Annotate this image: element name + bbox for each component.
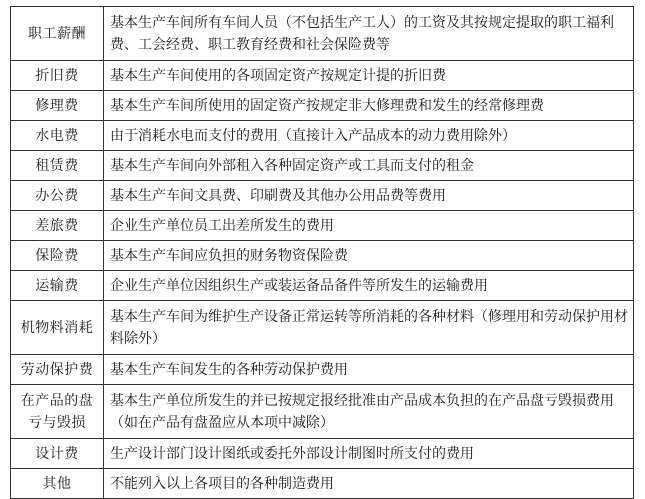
table-row: [11, 61, 634, 91]
item-description: 基本生产车间使用的各项固定资产按规定计提的折旧费: [104, 61, 634, 91]
table-row: [11, 241, 634, 271]
item-name: 折旧费: [11, 61, 104, 91]
item-name: 办公费: [11, 181, 104, 211]
item-name: 差旅费: [11, 211, 104, 241]
table-row: [11, 271, 634, 301]
item-description: 基本生产车间向外部租入各种固定资产或工具而支付的租金: [104, 151, 634, 181]
item-name: 租赁费: [11, 151, 104, 181]
table-row: [11, 7, 634, 61]
manufacturing-overhead-table-container: [10, 6, 634, 499]
item-description: 企业生产单位员工出差所发生的费用: [104, 211, 634, 241]
item-name: 运输费: [11, 271, 104, 301]
item-name: 在产品的盘亏与毁损: [11, 385, 104, 439]
item-name: 其他: [11, 469, 104, 499]
item-description: 基本生产车间所使用的固定资产按规定非大修理费和发生的经常修理费: [104, 91, 634, 121]
item-description: 基本生产车间发生的各种劳动保护费用: [104, 355, 634, 385]
table-row: [11, 355, 634, 385]
item-name: 水电费: [11, 121, 104, 151]
manufacturing-overhead-table: [10, 6, 634, 499]
item-description: 基本生产车间文具费、印刷费及其他办公用品费等费用: [104, 181, 634, 211]
item-description: 由于消耗水电而支付的费用（直接计入产品成本的动力费用除外）: [104, 121, 634, 151]
item-description: 基本生产单位所发生的并已按规定报经批准由产品成本负担的在产品盘亏毁损费用（如在产品有盘盈应从本项中减除）: [104, 385, 634, 439]
table-row: [11, 301, 634, 355]
table-row: [11, 211, 634, 241]
table-row: [11, 385, 634, 439]
item-description: 基本生产车间为维护生产设备正常运转等所消耗的各种材料（修理用和劳动保护用材料除外）: [104, 301, 634, 355]
item-name: 劳动保护费: [11, 355, 104, 385]
table-row: [11, 91, 634, 121]
item-description: 基本生产车间所有车间人员（不包括生产工人）的工资及其按规定提取的职工福利费、工会经费、职工教育经费和社会保险费等: [104, 7, 634, 61]
item-description: 生产设计部门设计图纸或委托外部设计制图时所支付的费用: [104, 439, 634, 469]
table-row: [11, 151, 634, 181]
table-row: [11, 181, 634, 211]
table-row: [11, 121, 634, 151]
item-description: 企业生产单位因组织生产或装运备品备件等所发生的运输费用: [104, 271, 634, 301]
item-name: 职工薪酬: [11, 7, 104, 61]
item-name: 修理费: [11, 91, 104, 121]
item-name: 设计费: [11, 439, 104, 469]
item-description: 不能列入以上各项目的各种制造费用: [104, 469, 634, 499]
item-description: 基本生产车间应负担的财务物资保险费: [104, 241, 634, 271]
table-row: [11, 439, 634, 469]
item-name: 机物料消耗: [11, 301, 104, 355]
item-name: 保险费: [11, 241, 104, 271]
table-row: [11, 469, 634, 499]
